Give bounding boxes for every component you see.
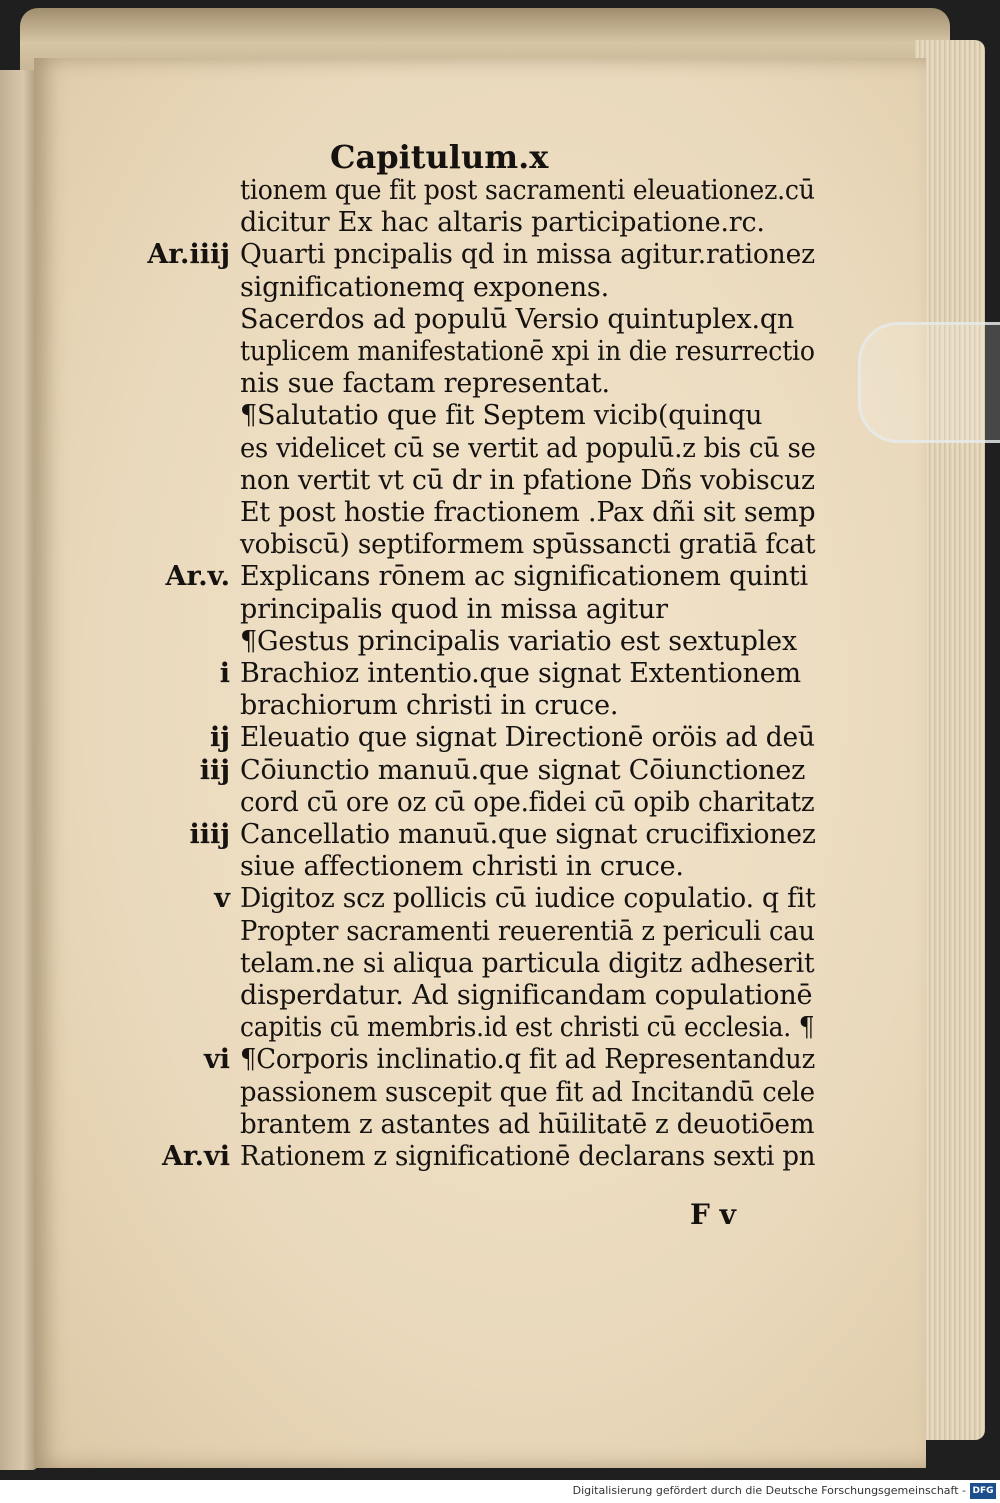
margin-note: Ar.v.: [165, 561, 230, 593]
text-line: passionem suscepit que fit ad Incitandū cele: [240, 1076, 815, 1108]
credit-text: Digitalisierung gefördert durch die Deutsche Forschungsgemeinschaft -: [572, 1484, 966, 1497]
text-line: Digitoz scz pollicis cū iudice copulatio. q fit: [240, 883, 816, 915]
margin-note: i: [219, 658, 230, 689]
text-line: Eleuatio que signat Directionē oröis ad deū: [240, 722, 815, 754]
text-line: siue affectionem christi in cruce.: [240, 851, 684, 883]
page-text: [34, 58, 926, 1468]
credit-bar: [0, 1480, 1000, 1503]
text-line: es videlicet cū se vertit ad populū.z bis cū se: [240, 432, 816, 464]
page-heading: Capitulum.x: [330, 138, 549, 176]
text-line: ¶Gestus principalis variatio est sextuplex: [240, 625, 797, 657]
text-line: ¶Corporis inclinatio.q fit ad Representanduz: [240, 1044, 816, 1076]
signature-mark: F v: [690, 1198, 736, 1231]
text-line: Sacerdos ad populū Versio quintuplex.qn: [240, 303, 795, 335]
text-line: telam.ne si aliqua particula digitz adheserit: [240, 947, 815, 979]
text-line: vobiscū) septiformem spūssancti gratiā fcat: [240, 529, 816, 561]
text-line: Et post hostie fractionem .Pax dñi sit semp: [240, 497, 816, 528]
text-line: Cancellatio manuū.que signat crucifixionez: [240, 819, 816, 850]
text-line: Brachioz intentio.que signat Extentionem: [240, 658, 801, 689]
text-line: disperdatur. Ad significandam copulationē: [240, 980, 813, 1011]
text-line: Quarti pncipalis qd in missa agitur.rationez: [240, 239, 815, 271]
margin-note: Ar.iiij: [147, 239, 230, 271]
text-line: brantem z astantes ad hūilitatē z deuotiōem: [240, 1108, 815, 1140]
text-line: cord cū ore oz cū ope.fidei cū opib charitatz: [240, 786, 815, 818]
margin-note: v: [214, 883, 230, 915]
text-line: capitis cū membris.id est christi cū ecclesia. ¶: [240, 1012, 815, 1044]
page-clamp: [858, 322, 1000, 443]
text-line: dicitur Ex hac altaris participatione.rc.: [240, 207, 765, 239]
text-line: non vertit vt cū dr in pfatione Dñs vobiscuz: [240, 464, 815, 496]
margin-note: iij: [199, 754, 230, 786]
text-line: Explicans rōnem ac significationem quinti: [240, 561, 808, 593]
margin-note: Ar.vi: [161, 1141, 230, 1172]
text-line: ¶Salutatio que fit Septem vicib(quinqu: [240, 400, 763, 432]
text-line: tuplicem manifestationē xpi in die resurrectio: [240, 336, 815, 367]
text-line: Cōiunctio manuū.que signat Cōiunctionez: [240, 754, 806, 786]
text-line: Rationem z significationē declarans sexti pn: [240, 1141, 816, 1172]
text-line: principalis quod in missa agitur: [240, 593, 668, 625]
text-line: significationemq exponens.: [240, 271, 609, 303]
text-line: Propter sacramenti reuerentiā z periculi cau: [240, 915, 815, 947]
margin-note: iiij: [189, 819, 230, 850]
margin-note: ij: [209, 722, 230, 754]
text-line: tionem que fit post sacramenti eleuationez.cū: [240, 175, 815, 206]
text-line: nis sue factam representat.: [240, 368, 610, 400]
margin-note: vi: [204, 1044, 230, 1076]
text-line: brachiorum christi in cruce.: [240, 690, 619, 722]
book-page: [34, 58, 926, 1468]
facing-page-edge: [0, 70, 38, 1470]
dfg-logo: DFG: [970, 1483, 996, 1499]
